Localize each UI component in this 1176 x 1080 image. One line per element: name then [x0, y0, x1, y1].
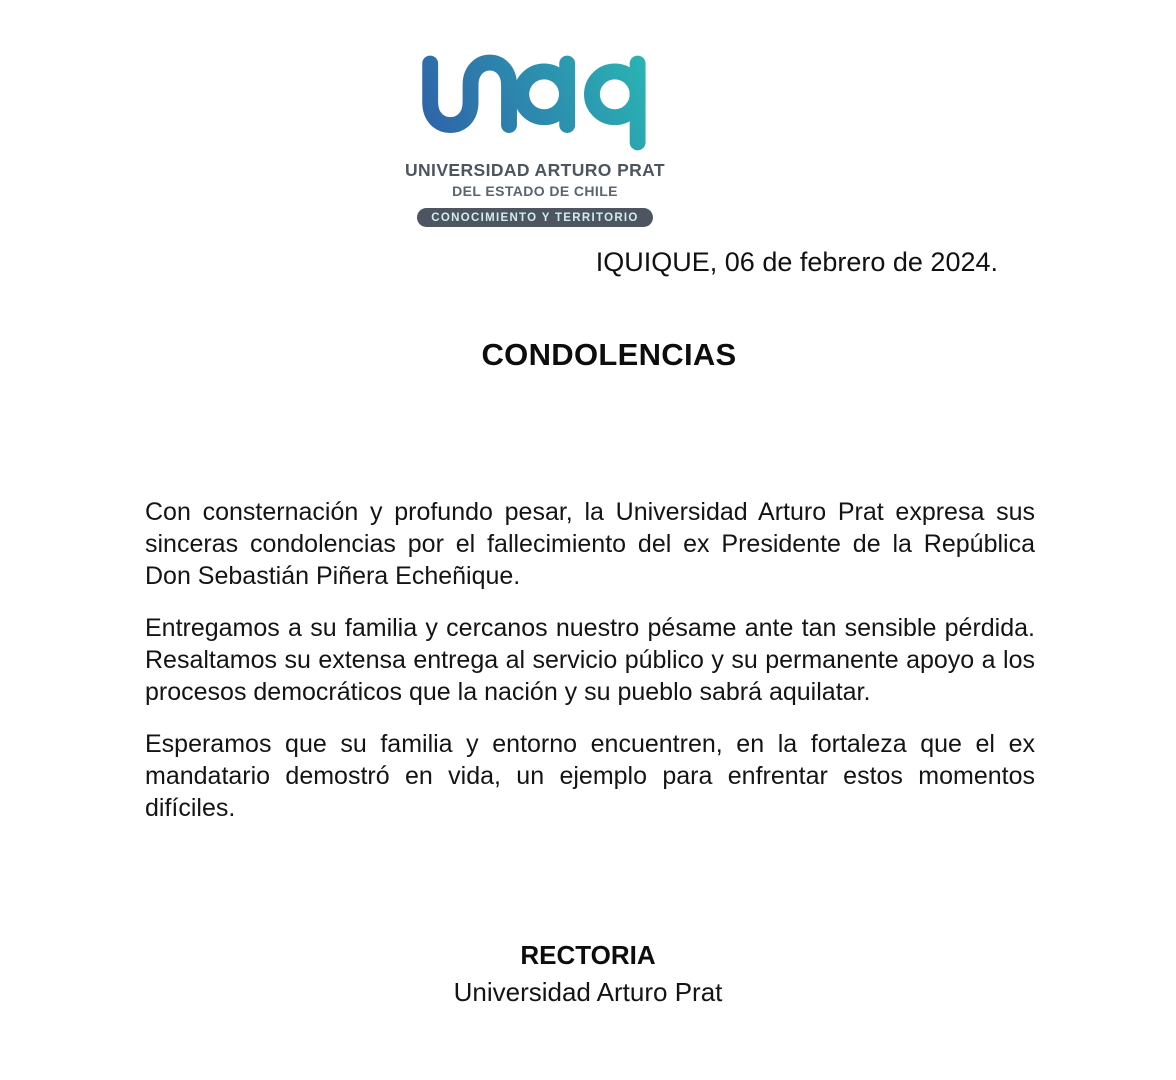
- unap-logo-icon: [416, 52, 654, 152]
- paragraph-2: Entregamos a su familia y cercanos nuestro pésame ante tan sensible pérdida. Resaltamos su extensa entrega al servicio público y su permanente apoyo a los procesos democráticos que la nación y su pueblo sabrá aquilatar.: [145, 614, 1035, 706]
- letter-body: [145, 496, 1035, 824]
- university-subtitle: DEL ESTADO DE CHILE: [452, 183, 618, 199]
- letter-title: CONDOLENCIAS: [481, 337, 737, 372]
- signature-title: RECTORIA: [520, 940, 656, 970]
- paragraph-1: Con consternación y profundo pesar, la Universidad Arturo Prat expresa sus sinceras condolencias por el fallecimiento del ex Presidente de la República Don Sebastián Piñera Echeñique.: [145, 498, 1035, 590]
- university-motto-badge: CONOCIMIENTO Y TERRITORIO: [417, 208, 652, 227]
- date-line: IQUIQUE, 06 de febrero de 2024.: [595, 247, 998, 277]
- signature-block: [0, 940, 1176, 1008]
- signature-organization: Universidad Arturo Prat: [453, 977, 723, 1007]
- university-logo-block: [405, 52, 665, 227]
- paragraph-3: Esperamos que su familia y entorno encuentren, en la fortaleza que el ex mandatario demostró en vida, un ejemplo para enfrentar estos momentos difíciles.: [145, 730, 1035, 822]
- logo-letter-un: [430, 63, 509, 125]
- university-name: UNIVERSIDAD ARTURO PRAT: [404, 160, 666, 180]
